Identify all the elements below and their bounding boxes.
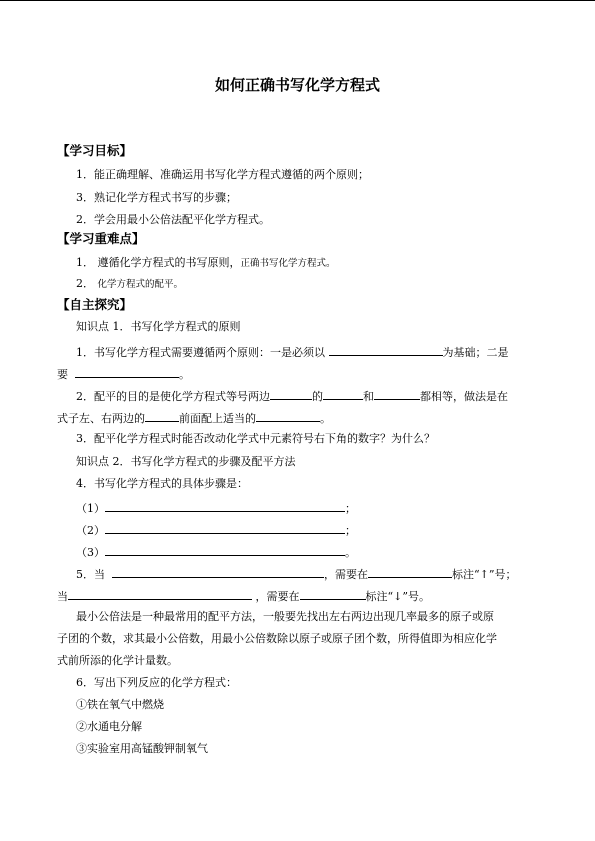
goal-item-3: 2．学会用最小公倍法配平化学方程式。 [76, 213, 270, 226]
q5-blank-3[interactable] [68, 588, 252, 600]
q2-text-b: 的 [312, 390, 323, 403]
learning-goals-heading: 【学习目标】 [57, 143, 133, 158]
key-point-2-lead: 2． [76, 277, 94, 290]
q2-text-e: 式子左、右两边的 [57, 412, 145, 425]
q4-step-1-num: （1） [76, 502, 105, 515]
key-point-2-tail: 化学方程式的配平。 [97, 279, 184, 290]
lcm-paragraph-line-3: 式前所添的化学计量数。 [57, 654, 178, 667]
q4-step-3-num: （3） [76, 546, 105, 559]
lcm-paragraph-line-1: 最小公倍法是一种最常用的配平方法，一般要先找出左右两边出现几率最多的原子或原 [76, 610, 494, 623]
q1-blank-1[interactable] [329, 344, 443, 356]
q5-text-f: 标注“↓”号。 [365, 590, 430, 603]
question-1-line-1 [76, 344, 509, 360]
question-6-lead: 6．写出下列反应的化学方程式： [76, 676, 237, 689]
q4-step-3-blank[interactable] [105, 544, 345, 556]
knowledge-point-2: 知识点 2．书写化学方程式的步骤及配平方法 [76, 455, 296, 468]
goal-item-2: 3．熟记化学方程式书写的步骤； [76, 191, 237, 204]
q2-text-f: 前面配上适当的 [179, 412, 256, 425]
q2-blank-4[interactable] [145, 410, 179, 422]
lcm-paragraph-line-2: 子团的个数，求其最小公倍数，用最小公倍数除以原子或原子团个数，所得值即为相应化学 [57, 632, 497, 645]
key-point-1-tail: 正确书写化学方程式。 [240, 258, 336, 269]
q5-text-c: 标注“↑”号； [452, 568, 517, 581]
q4-step-2-num: （2） [76, 524, 105, 537]
key-points-heading: 【学习重难点】 [57, 231, 145, 246]
question-5-line-2 [57, 588, 430, 604]
q5-text-b: ，需要在 [324, 568, 368, 581]
document-title: 如何正确书写化学方程式 [214, 76, 380, 94]
question-1-line-2 [57, 366, 190, 382]
q4-step-2 [76, 522, 356, 538]
q5-text-a: 5．当 [76, 568, 105, 581]
q4-step-1 [76, 500, 356, 516]
q1-text-a: 1．书写化学方程式需要遵循两个原则：一是必须以 [76, 346, 325, 359]
q2-text-c: 和 [363, 390, 374, 403]
q6-item-1: ①铁在氧气中燃烧 [76, 698, 164, 711]
q5-blank-1[interactable] [112, 566, 324, 578]
q1-text-d: 。 [179, 368, 190, 381]
question-2-line-1 [76, 388, 508, 404]
key-point-1-lead: 1． 遵循化学方程式的书写原则， [76, 256, 241, 269]
q2-text-d: 都相等，做法是在 [420, 390, 508, 403]
q5-blank-2[interactable] [368, 566, 452, 578]
goal-item-1: 1．能正确理解、准确运用书写化学方程式遵循的两个原则； [76, 168, 369, 181]
q4-step-3 [76, 544, 356, 560]
q4-step-2-blank[interactable] [105, 522, 345, 534]
self-explore-heading: 【自主探究】 [57, 297, 133, 312]
q4-step-1-blank[interactable] [105, 500, 345, 512]
q1-text-c: 要 [57, 368, 68, 381]
question-5-line-1 [76, 566, 516, 582]
q6-item-2: ②水通电分解 [76, 720, 142, 733]
q2-blank-2[interactable] [323, 388, 363, 400]
q1-text-b: 为基础；二是 [442, 346, 509, 359]
q5-text-d: 当 [57, 590, 68, 603]
q4-step-1-end: ； [345, 502, 356, 515]
question-3: 3．配平化学方程式时能否改动化学式中元素符号右下角的数字？为什么？ [76, 432, 435, 445]
q4-step-2-end: ； [345, 524, 356, 537]
question-4-lead: 4．书写化学方程式的具体步骤是： [76, 477, 248, 490]
q2-blank-5[interactable] [256, 410, 320, 422]
q1-blank-2[interactable] [75, 366, 179, 378]
q2-blank-3[interactable] [374, 388, 420, 400]
key-point-2 [76, 277, 183, 292]
key-point-1 [76, 256, 336, 271]
q5-text-e: ，需要在 [255, 590, 300, 603]
q6-item-3: ③实验室用高锰酸钾制氧气 [76, 742, 208, 755]
q5-blank-4[interactable] [300, 588, 366, 600]
q2-blank-1[interactable] [270, 388, 312, 400]
q2-text-a: 2．配平的目的是使化学方程式等号两边 [76, 390, 270, 403]
question-2-line-2 [57, 410, 331, 426]
q4-step-3-end: 。 [345, 546, 356, 559]
knowledge-point-1: 知识点 1．书写化学方程式的原则 [76, 320, 241, 333]
q2-text-g: 。 [320, 412, 331, 425]
